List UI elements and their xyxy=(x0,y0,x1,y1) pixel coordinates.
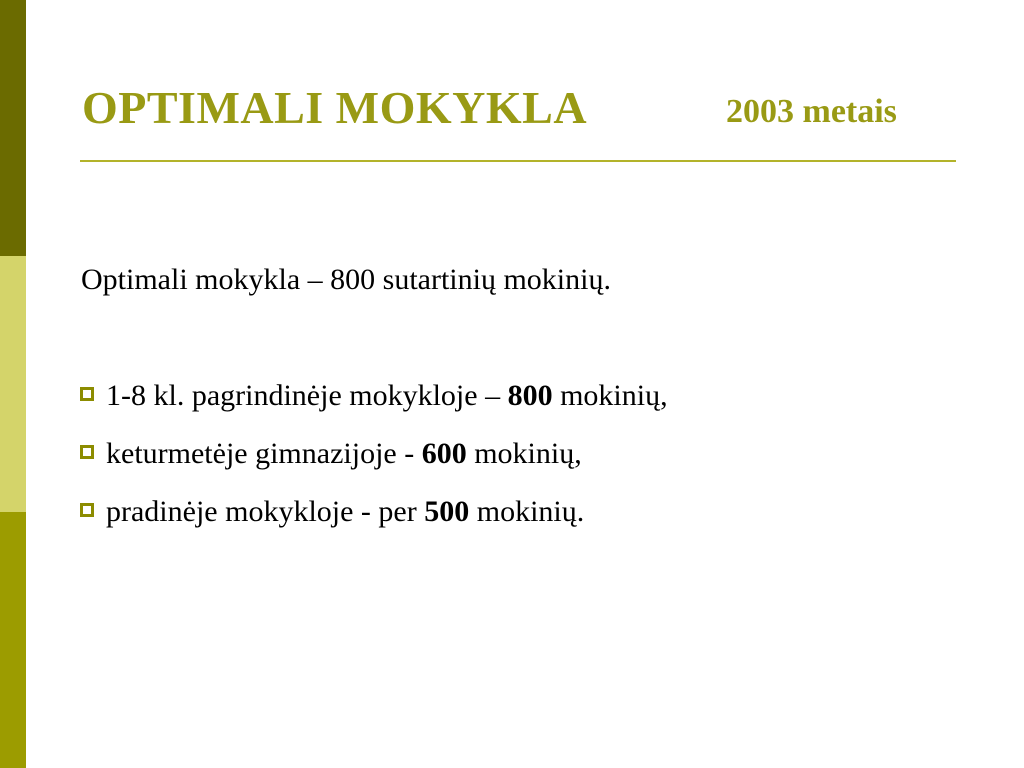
bullet-text-end: mokinių. xyxy=(469,495,585,528)
bullet-text-end: mokinių, xyxy=(466,437,582,470)
slide-title xyxy=(82,82,962,142)
bullet-item xyxy=(80,492,668,550)
bullet-text: 1-8 kl. pagrindinėje mokykloje – xyxy=(106,379,508,412)
bullet-number: 800 xyxy=(507,379,553,412)
bullet-number: 600 xyxy=(421,437,467,470)
bullet-text: keturmetėje gimnazijoje - xyxy=(106,437,422,470)
intro-text: Optimali mokykla – 800 sutartinių mokinių. xyxy=(81,263,611,296)
bullet-item xyxy=(80,376,668,434)
bullet-text-end: mokinių, xyxy=(552,379,668,412)
bullet-number: 500 xyxy=(424,495,470,528)
title-divider xyxy=(80,160,956,162)
hollow-square-icon xyxy=(80,503,94,517)
side-color-bar xyxy=(0,0,26,768)
title-main: OPTIMALI MOKYKLA xyxy=(82,82,588,133)
hollow-square-icon xyxy=(80,445,94,459)
side-bar-middle-segment xyxy=(0,256,26,512)
side-bar-top-segment xyxy=(0,0,26,256)
side-bar-bottom-segment xyxy=(0,512,26,768)
bullet-list xyxy=(80,376,668,550)
bullet-text: pradinėje mokykloje - per xyxy=(106,495,425,528)
bullet-item xyxy=(80,434,668,492)
hollow-square-icon xyxy=(80,387,94,401)
title-subtitle: 2003 metais xyxy=(726,93,897,130)
